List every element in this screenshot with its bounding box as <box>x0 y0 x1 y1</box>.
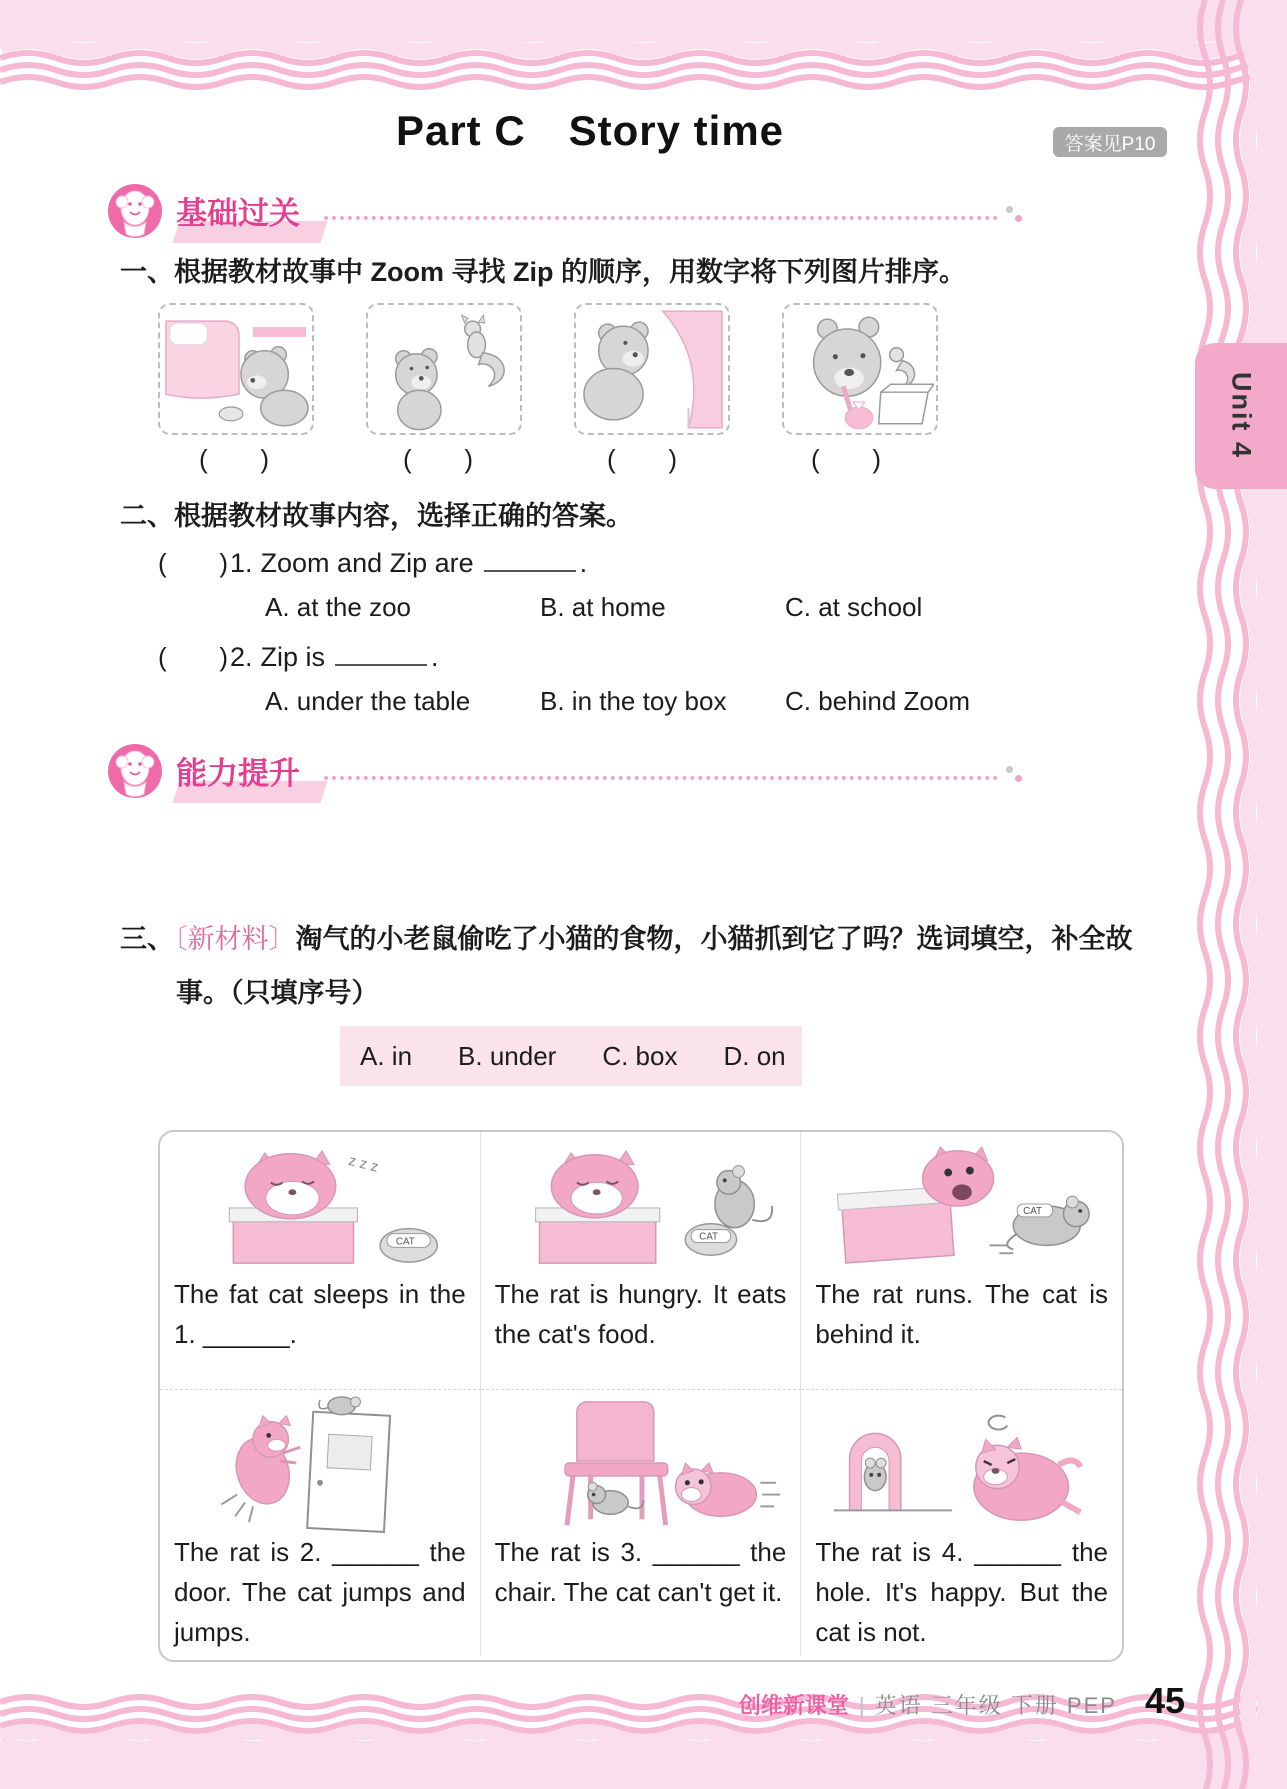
footer-brand: 创维新课堂 <box>738 1693 849 1718</box>
page-number: 45 <box>1144 1680 1185 1721</box>
rule-end-dots <box>1006 206 1024 226</box>
bracket-close: ) <box>219 548 228 578</box>
story-panel-1 <box>160 1132 481 1390</box>
story-panels-grid <box>158 1130 1124 1662</box>
item-stem: Zip is <box>260 642 326 672</box>
question-2-item-2 <box>158 638 439 673</box>
item-number: 1. <box>230 548 253 578</box>
question-1-pictures <box>158 303 938 435</box>
panel-5-text: The rat is 3. ______ the chair. The cat can't get it. <box>494 1537 787 1607</box>
order-answer-slot-4[interactable] <box>770 444 922 475</box>
rat-in-hole-picture <box>813 1392 1111 1536</box>
section-title-basic-text: 基础过关 <box>176 195 300 231</box>
section-title-advanced <box>172 746 310 797</box>
svg-text:CAT: CAT <box>1022 1205 1042 1217</box>
order-answer-slot-3[interactable] <box>566 444 718 475</box>
question-3-number: 三、 <box>120 924 174 954</box>
rat-eating-cat-food-picture <box>491 1139 789 1273</box>
choice-answer-slot-1[interactable] <box>158 548 228 579</box>
item-stem: Zoom and Zip are <box>260 548 474 578</box>
story-picture-1 <box>158 303 314 435</box>
question-2-item-1 <box>158 544 587 579</box>
word-bank <box>340 1026 802 1086</box>
option-b[interactable]: B. in the toy box <box>540 686 727 716</box>
question-3-prompt <box>120 912 1181 1020</box>
option-a[interactable]: A. under the table <box>265 686 471 716</box>
panel-1-image <box>170 1138 470 1274</box>
option-c[interactable]: C. at school <box>785 592 923 622</box>
question-2-item-1-options <box>265 592 922 623</box>
story-panel-5 <box>481 1390 802 1656</box>
bear-found-squirrel-picture <box>786 307 934 431</box>
choice-answer-slot-2[interactable] <box>158 642 228 673</box>
panel-2-text: The rat is hungry. It eats the cat's food. <box>494 1279 787 1349</box>
monkey-mascot-icon <box>106 742 164 800</box>
answer-blank[interactable] <box>335 638 427 666</box>
panel-2-image <box>491 1138 791 1274</box>
page-footer <box>739 1680 1185 1722</box>
order-answer-slot-1[interactable] <box>158 444 310 475</box>
word-bank-option-b[interactable]: B. under <box>458 1040 557 1071</box>
bracket-close: ) <box>872 444 881 474</box>
section-header-basic <box>106 180 1024 242</box>
order-answer-slot-2[interactable] <box>362 444 514 475</box>
bracket-open: ( <box>811 444 820 474</box>
rat-under-chair-picture <box>491 1392 789 1536</box>
item-period: . <box>431 642 439 672</box>
word-bank-option-a[interactable]: A. in <box>360 1040 413 1071</box>
monkey-mascot-icon <box>106 182 164 240</box>
cat-sleeping-in-box-picture <box>171 1139 469 1273</box>
bracket-close: ) <box>668 444 677 474</box>
word-bank-option-d[interactable]: D. on <box>723 1040 786 1071</box>
panel-4-text: The rat is 2. ______ the door. The cat jumps and jumps. <box>174 1537 466 1647</box>
rule-end-dots <box>1006 766 1024 786</box>
svg-text:CAT: CAT <box>699 1231 719 1243</box>
rat-on-door-picture <box>171 1392 469 1536</box>
question-1-prompt: 一、根据教材故事中 Zoom 寻找 Zip 的顺序，用数字将下列图片排序。 <box>120 257 966 287</box>
bracket-open: ( <box>199 444 208 474</box>
panel-6-image <box>811 1396 1112 1532</box>
cat-chasing-rat-picture <box>811 1138 1112 1274</box>
unit-tab-label: Unit 4 <box>1226 372 1257 460</box>
bear-behind-curtain-picture <box>578 307 726 431</box>
story-picture-4 <box>782 303 938 435</box>
bracket-close: ) <box>260 444 269 474</box>
question-3-text: 淘气的小老鼠偷吃了小猫的食物，小猫抓到它了吗？选词填空，补全故事。（只填序号） <box>176 924 1133 1008</box>
panel-4-image <box>170 1396 470 1532</box>
right-wave-border <box>1177 0 1287 1789</box>
bracket-close: ) <box>464 444 473 474</box>
svg-text:CAT: CAT <box>395 1236 415 1248</box>
panel-5-image <box>491 1396 791 1532</box>
section-title-advanced-text: 能力提升 <box>176 755 300 791</box>
item-period: . <box>579 548 588 578</box>
footer-divider: | <box>858 1693 865 1718</box>
bracket-open: ( <box>403 444 412 474</box>
unit-tab <box>1195 343 1287 489</box>
panel-3-text: The rat runs. The cat is behind it. <box>815 1279 1108 1349</box>
answer-reference-badge: 答案见P10 <box>1053 127 1167 157</box>
question-1-answer-row <box>158 444 922 475</box>
story-panel-2 <box>481 1132 802 1390</box>
dotted-rule <box>324 216 998 220</box>
footer-book-info: 英语 三年级 下册 PEP <box>874 1693 1117 1718</box>
top-wave-border <box>0 0 1287 95</box>
option-c[interactable]: C. behind Zoom <box>785 686 970 716</box>
story-picture-2 <box>366 303 522 435</box>
bear-under-bed-picture <box>162 307 310 431</box>
story-panel-3 <box>801 1132 1122 1390</box>
section-title-basic <box>172 186 310 237</box>
cat-chasing-rat-picture <box>813 1139 1111 1273</box>
story-picture-3 <box>574 303 730 435</box>
question-2-item-2-options <box>265 686 970 717</box>
bracket-open: ( <box>607 444 616 474</box>
bear-sees-squirrel-picture <box>370 307 518 431</box>
dotted-rule <box>324 776 998 780</box>
bracket-open: ( <box>158 642 167 672</box>
item-number: 2. <box>230 642 253 672</box>
page-title: Part C Story time <box>395 107 785 154</box>
option-a[interactable]: A. at the zoo <box>265 592 411 622</box>
section-header-advanced <box>106 740 1024 802</box>
word-bank-option-c[interactable]: C. box <box>602 1040 678 1071</box>
option-b[interactable]: B. at home <box>540 592 666 622</box>
bracket-close: ) <box>219 642 228 672</box>
question-2-prompt: 二、根据教材故事内容，选择正确的答案。 <box>120 501 633 531</box>
bracket-open: ( <box>158 548 167 578</box>
story-panel-6 <box>801 1390 1122 1656</box>
panel-6-text: The rat is 4. ______ the hole. It's happy. But the cat is not. <box>815 1537 1108 1647</box>
panel-1-text: The fat cat sleeps in the 1. ______. <box>174 1279 466 1349</box>
new-material-tag: 〔新材料〕 <box>174 924 296 954</box>
story-panel-4 <box>160 1390 481 1656</box>
answer-blank[interactable] <box>484 544 576 572</box>
svg-text:z z z: z z z <box>346 1152 380 1176</box>
